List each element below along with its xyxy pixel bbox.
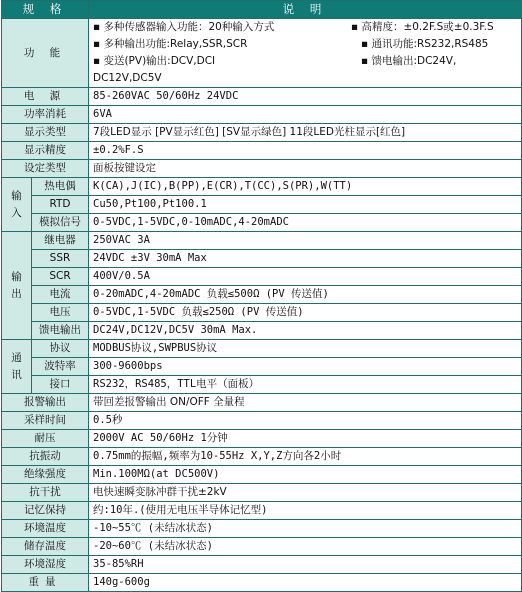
label-ambient-temp: 环境温度 [2, 520, 89, 538]
row-output-relay [2, 232, 522, 250]
row-power [2, 88, 522, 106]
label-analog: 模拟信号 [32, 214, 89, 232]
value-analog: 0-5VDC,1-5VDC,0-10mADC,4-20mADC [89, 214, 522, 232]
function-item-multi-output: ▪ 多种输出功能:Relay,SSR,SCR [93, 38, 248, 50]
row-input-analog [2, 214, 522, 232]
row-display-precision [2, 142, 522, 160]
value-relay: 250VAC 3A [89, 232, 522, 250]
function-item-precision: ▪ 高精度：±0.2F.S或±0.3F.S [351, 21, 494, 33]
group-input [2, 178, 32, 232]
label-setting-type: 设定类型 [2, 160, 89, 178]
row-input-thermocouple [2, 178, 522, 196]
value-storage-temp: -20~60℃ (未结冰状态) [89, 538, 522, 556]
row-humidity [2, 556, 522, 574]
row-withstand-voltage [2, 430, 522, 448]
label-function: 功 能 [2, 19, 89, 88]
value-vibration: 0.75mm的振幅,频率为10-55Hz X,Y,Z方向各2小时 [89, 448, 522, 466]
value-display-precision: ±0.2%F.S [89, 142, 522, 160]
group-comm-char-1: 通 [11, 351, 22, 364]
label-humidity: 环境湿度 [2, 556, 89, 574]
row-storage-temp [2, 538, 522, 556]
row-function [2, 19, 522, 88]
group-input-char-1: 输 [11, 189, 22, 202]
value-weight: 140g-600g [89, 574, 522, 592]
label-withstand-voltage: 耐压 [2, 430, 89, 448]
value-withstand-voltage: 2000V AC 50/60Hz 1分钟 [89, 430, 522, 448]
row-output-ssr [2, 250, 522, 268]
value-current: 0-20mADC,4-20mADC 负载≤500Ω (PV 传送值) [89, 286, 522, 304]
header-spec: 规 格 [2, 1, 89, 19]
value-thermocouple: K(CA),J(IC),B(PP),E(CR),T(CC),S(PR),W(TT) [89, 178, 522, 196]
row-display-type [2, 124, 522, 142]
label-display-type: 显示类型 [2, 124, 89, 142]
row-vibration [2, 448, 522, 466]
row-comm-baud [2, 358, 522, 376]
row-memory [2, 502, 522, 520]
header-description: 说 明 [89, 1, 522, 19]
row-output-feed [2, 322, 522, 340]
row-comm-interface [2, 376, 522, 394]
value-protocol: MODBUS协议,SWPBUS协议 [89, 340, 522, 358]
value-baud-rate: 300-9600bps [89, 358, 522, 376]
function-item-comm: ▪ 通讯功能:RS232,RS485 [361, 38, 489, 50]
label-weight: 重量 [2, 574, 89, 592]
label-display-precision: 显示精度 [2, 142, 89, 160]
group-comm-char-2: 讯 [11, 368, 22, 381]
label-insulation: 绝缘强度 [2, 466, 89, 484]
function-item-feed: ▪ 馈电输出:DC24V, [361, 55, 457, 67]
label-storage-temp: 储存温度 [2, 538, 89, 556]
label-alarm-output: 报警输出 [2, 394, 89, 412]
spec-table [1, 0, 522, 592]
value-ambient-temp: -10~55℃ (未结冰状态) [89, 520, 522, 538]
header-row [2, 1, 522, 19]
value-power: 85-260VAC 50/60Hz 24VDC [89, 88, 522, 106]
value-scr: 400V/0.5A [89, 268, 522, 286]
label-ssr: SSR [32, 250, 89, 268]
value-display-type: 7段LED显示 [PV显示红色] [SV显示绿色] 11段LED光柱显示[红色] [89, 124, 522, 142]
row-output-scr [2, 268, 522, 286]
function-grid [89, 19, 521, 87]
label-voltage: 电压 [32, 304, 89, 322]
value-voltage: 0-5VDC,1-5VDC 负载≤250Ω (PV 传送值) [89, 304, 522, 322]
label-anti-interference: 抗干扰 [2, 484, 89, 502]
row-output-current [2, 286, 522, 304]
label-feed-output: 馈电输出 [32, 322, 89, 340]
row-setting-type [2, 160, 522, 178]
row-weight [2, 574, 522, 592]
row-power-consumption [2, 106, 522, 124]
label-power-consumption: 功率消耗 [2, 106, 89, 124]
label-protocol: 协议 [32, 340, 89, 358]
group-comm [2, 340, 32, 394]
function-item-feed-cont: DC12V,DC5V [93, 72, 162, 84]
value-power-consumption: 6VA [89, 106, 522, 124]
value-rtd: Cu50,Pt100,Pt100.1 [89, 196, 522, 214]
group-output-char-1: 输 [11, 270, 22, 283]
row-comm-protocol [2, 340, 522, 358]
label-baud-rate: 波特率 [32, 358, 89, 376]
label-power: 电 源 [2, 88, 89, 106]
value-humidity: 35-85%RH [89, 556, 522, 574]
row-insulation [2, 466, 522, 484]
group-input-char-2: 入 [11, 206, 22, 219]
group-output-char-2: 出 [11, 287, 22, 300]
row-alarm-output [2, 394, 522, 412]
label-interface: 接口 [32, 376, 89, 394]
value-setting-type: 面板按键设定 [89, 160, 522, 178]
label-vibration: 抗振动 [2, 448, 89, 466]
value-interface: RS232，RS485，TTL电平（面板） [89, 376, 522, 394]
label-thermocouple: 热电偶 [32, 178, 89, 196]
value-insulation: Min.100MΩ(at DC500V) [89, 466, 522, 484]
label-rtd: RTD [32, 196, 89, 214]
row-anti-interference [2, 484, 522, 502]
function-item-sensor-input: ▪ 多种传感器输入功能：20种输入方式 [93, 21, 275, 33]
value-function [89, 19, 522, 88]
label-sampling-time: 采样时间 [2, 412, 89, 430]
label-memory: 记忆保持 [2, 502, 89, 520]
row-input-rtd [2, 196, 522, 214]
label-current: 电流 [32, 286, 89, 304]
value-ssr: 24VDC ±3V 30mA Max [89, 250, 522, 268]
value-anti-interference: 电快速瞬变脉冲群干扰±2kV [89, 484, 522, 502]
value-feed-output: DC24V,DC12V,DC5V 30mA Max. [89, 322, 522, 340]
group-output [2, 232, 32, 340]
row-sampling-time [2, 412, 522, 430]
value-alarm-output: 带回差报警输出 ON/OFF 全量程 [89, 394, 522, 412]
label-scr: SCR [32, 268, 89, 286]
function-item-transmit: ▪ 变送(PV)输出:DCV,DCI [93, 55, 216, 67]
row-ambient-temp [2, 520, 522, 538]
row-output-voltage [2, 304, 522, 322]
value-sampling-time: 0.5秒 [89, 412, 522, 430]
value-memory: 约:10年.(使用无电压半导体记忆型) [89, 502, 522, 520]
label-relay: 继电器 [32, 232, 89, 250]
